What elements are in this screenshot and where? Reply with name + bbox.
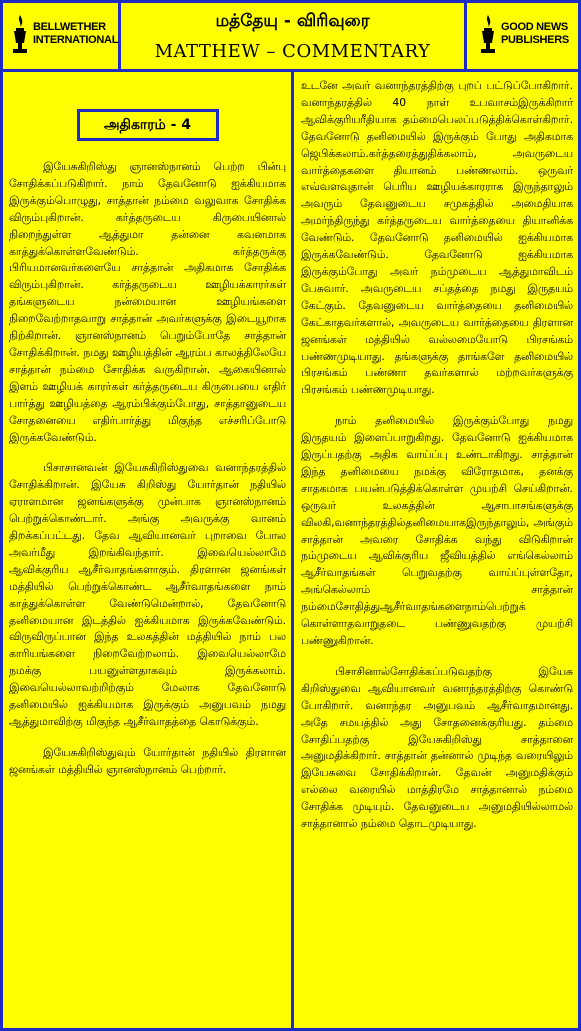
title-cell (121, 3, 467, 69)
paragraph: இயேசுகிறிஸ்துவும் யோர்தான் நதியில் திரளான ஜனங்கள் மத்தியில் ஞானஸ்நானம் பெற்றார். (9, 745, 286, 776)
left-logo-line1: BELLWETHER (33, 21, 106, 33)
bellwether-logo (9, 13, 118, 55)
right-column (301, 72, 573, 847)
right-logo-line1: GOOD NEWS (501, 21, 568, 33)
right-logo-cell (467, 3, 578, 69)
lamp-icon (477, 13, 499, 55)
good-news-logo (477, 13, 569, 55)
left-logo-cell (3, 3, 121, 69)
paragraph: நாம் தனிமையில் இருக்கும்போது நமது இருதயம் இளைப்பாறுகிறது. தேவனோடு ஐக்கியமாக இருப்பதற்கு அதிக வாய்ப்பு உண்டாகிறது. சாத்தான் இந்த தனிமையை நமக்கு விரோதமாக, தனக்கு சாதகமாக பயன்படுத்திக்கொள்ள முயற்சி செய்கிறான். ஒருவர் உலகத்தின் ஆசாபாசங்களுக்கு விலகி,வனாந்தரத்தில்தனிமையாகஇருந்தாலும், அங்கும் சாத்தான் அவரை சோதிக்க வந்து விடுகிறான் நம்முடைய ஆவிக்குரிய ஜீவியத்தில் எங்கெல்லாம் ஆசீர்வாதங்கள் பெறுவதற்கு வாய்ப்புள்ளதோ, அங்கெல்லாம் சாத்தான் நம்மைசோதித்துஆசீர்வாதங்களைநாம்பெற்றுக் கொள்ளாதவாறுதடை பண்ணுவதற்கு முயற்சி பண்ணுகிறான். (301, 414, 573, 647)
title-english: MATTHEW – COMMENTARY (154, 41, 431, 62)
left-column (9, 72, 286, 793)
chapter-label: அதிகாரம் - 4 (77, 109, 219, 141)
lamp-icon (9, 13, 31, 55)
paragraph: உடனே அவர் வனாந்தரத்திற்கு புறப் பட்டுப்போகிறார். வனாந்தரத்தில் 40 நாள் உபவாசம்இருக்கிறார் ஆவிக்குரியரீதியாக தம்மைபெலப்படுத்திக்கொள்கிறார். தேவனோடு தனிமையில் இருக்கும் போது அதிகமாக ஜெபிக்கலாம்.கர்த்தரைத்துதிக்கலாம், அவருடைய வார்த்தைகளை தியானம் பண்ணலாம். ஒருவர் எவ்வளவுதான் பெரிய ஊழியக்காரராக இருந்தாலும் அவரும் தேவனுடைய சமுகத்தில் அமைதியாக அமர்ந்திருந்து கர்த்தருடைய வார்த்தையை தியானிக்க வேண்டும். தேவனோடு தனிமையில் ஐக்கியமாக இருக்கவேண்டும். தேவனோடு ஐக்கியமாக இருக்கும்போது அவர் நம்முடைய ஆத்துமாவிடம் பேசுவார். அவருடைய சப்தத்தை நமது இருதயம் கேட்கும். தேவனுடைய வார்த்தையை தனிமையில் கேட்காதவர்களால், அவருடைய வார்த்தையை திரளான ஜனங்கள் மத்தியில் வல்லமையோடு பிரசங்கம் பண்ணமுடியாது. தங்களுக்கு தாங்களே தனிமையில் பிரசங்கம் பண்ணா தவர்களால் மற்றவர்களுக்கு பிரசங்கம் பண்ணமுடியாது. (301, 79, 573, 397)
title-tamil: மத்தேயு - விரிவுரை (215, 11, 370, 31)
paragraph: இயேசுகிறிஸ்து ஞானஸ்நானம் பெற்ற பின்பு சோதிக்கப்படுகிறார். நாம் தேவனோடு ஐக்கியமாக இருக்கும்பொழுது, சாத்தான் நம்மை வலுவாக சோதிக்க விரும்புகிறான். கர்த்தருடைய கிருபையினால் நிறைந்துள்ள ஆத்துமா தன்னை கவனமாக காத்துக்கொள்ளவேண்டும். கர்த்தருக்கு பிரியமானவர்களையே சாத்தான் அதிகமாக சோதிக்க விரும்புகிறான். கர்த்தருடைய ஊழியக்காரர்கள் தங்களுடைய நன்மையான ஊழியங்களை நிறைவேற்றாதவாறு சாத்தான் அவர்களுக்கு இடையூறாக நிற்கிறான். ஞானஸ்நானம் பெறும்போதே சாத்தான் சோதிக்கிறான். நமது ஊழியத்தின் ஆரம்ப காலத்திலேயே சாத்தான் நம்மை சோதிக்க வருகிறான். ஆகையினால் இளம் ஊழியக் காரர்கள் கர்த்தருடைய கிருபையை எதிர் பார்த்து ஊழியத்தை ஆரம்பிக்கும்போது, சாத்தானுடைய சோதனையை எதிர்பார்த்து மிகுந்த எச்சரிப்போடு இருக்கவேண்டும். (9, 160, 286, 444)
column-divider (291, 72, 294, 1028)
right-logo-line2: PUBLISHERS (501, 34, 569, 46)
left-logo-line2: INTERNATIONAL (33, 34, 119, 46)
paragraph: பிசாசினால்சோதிக்கப்படுவதற்கு இயேசு கிறிஸ்துவை ஆவியானவர் வனாந்தரத்திற்கு கொண்டு போகிறார். வனாந்தர அனுபவம் ஆசீர்வாதமானது. அதே சமயத்தில் அது சோதனைக்குரியது. தம்மை சோதிப்பதற்கு இயேசுகிறிஸ்து சாத்தானை அனுமதிக்கிறார். சாத்தான் தன்னால் முடிந்த வரையிலும் இயேசுவை சோதிக்கிறான். தேவன் அனுமதிக்கும் எல்லை வரையில் மாத்திரமே சாத்தானால் நம்மை சோதிக்க முடியும். தேவனுடைய அனுமதியில்லாமல் சாத்தானால் நம்மை தொடமுடியாது. (301, 664, 573, 831)
paragraph: பிசாசானவன் இயேசுகிறிஸ்துவை வனாந்தரத்தில் சோதிக்கிறான். இயேசு கிறிஸ்து யோர்தான் நதியில் ஏராளமான ஜனங்களுக்கு முன்பாக ஞானஸ்நானம் பெற்றுக்கொண்டார். அங்கு அவருக்கு வானம் திறக்கப்பட்டது. தேவ ஆவியானவர் புறாவை போல அவர்மீது இறங்கிவந்தார். இவையெல்லாமே ஆவிக்குரிய ஆசீர்வாதங்களாகும். திரளான ஜனங்கள் மத்தியில் பெற்றுக்கொண்ட ஆசீர்வாதங்களை நாம் காத்துக்கொள்ள வேண்டுமென்றால், தேவனோடு தனிமையான இடத்தில் ஐக்கியமாக இருக்கவேண்டும். விருவிருப்பான இந்த உலகத்தின் மத்தியில் நாம் பல காரியங்களை நிறைவேற்றலாம். இவையெல்லாமே நமக்கு பயனுள்ளதாகவும் இருக்கலாம். இவையெல்லாவற்றிற்கும் மேலாக தேவனோடு தனிமையில் ஐக்கியமாக இருக்கும் அனுபவம் நமது ஆத்துமாவிற்கு மிகுந்த ஆசீர்வாதத்தை கொடுக்கும். (9, 461, 286, 728)
header (3, 3, 578, 72)
